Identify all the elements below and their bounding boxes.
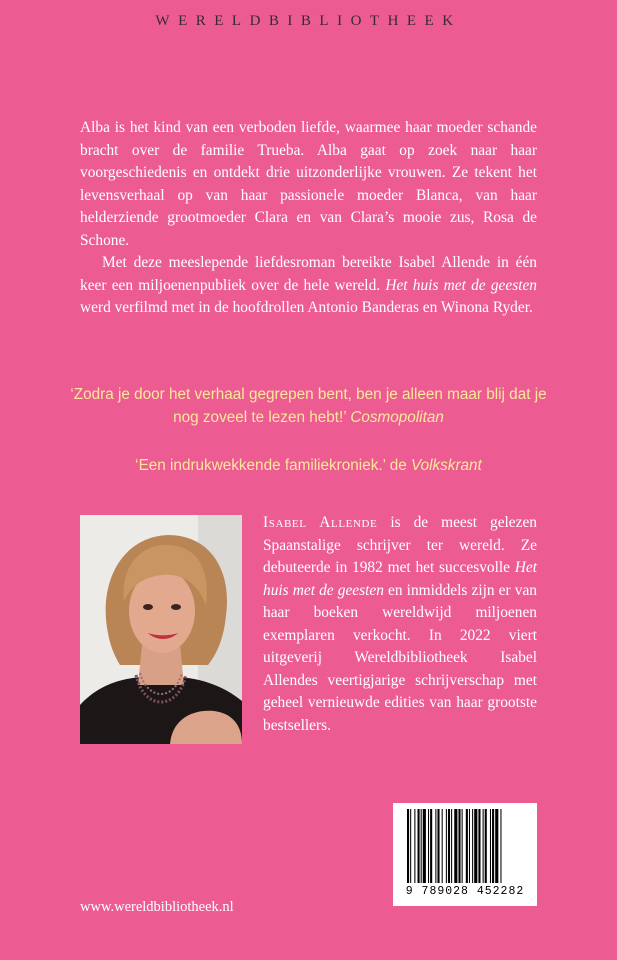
publisher-website[interactable]: www.wereldbibliotheek.nl bbox=[80, 899, 234, 915]
author-name: Isabel Allende bbox=[263, 514, 378, 531]
blurb-paragraph-2 bbox=[80, 252, 537, 320]
bio-text-end: en inmiddels zijn er van haar boeken wereldwijd miljoenen exemplaren verkocht. In 2022 viert uitgeverij Wereldbibliotheek Isabel Allendes veertigjarige schrijverschap met geheel vernieuwde edities van haar grootste bestsellers. bbox=[263, 581, 537, 734]
quote-source: Volkskrant bbox=[410, 457, 482, 474]
blurb-paragraph-2-end: werd verfilmd met in de hoofdrollen Antonio Banderas en Winona Ryder. bbox=[80, 299, 533, 316]
author-bio bbox=[263, 512, 537, 737]
blurb-paragraph-1: Alba is het kind van een verboden liefde, waarmee haar moeder schande bracht over de familie Trueba. Alba gaat op zoek naar haar voorgeschiedenis en ontdekt drie uitzonderlijke vrouwen. Ze tekent het levensverhaal op van haar passionele moeder Blanca, van haar helderziende grootmoeder Clara en van Clara’s mooie zus, Rosa de Schone. bbox=[80, 119, 537, 249]
book-title: Het huis met de geesten bbox=[385, 276, 538, 294]
quote-text: ‘Een indrukwekkende familiekroniek.’ bbox=[135, 457, 390, 474]
isbn-barcode bbox=[393, 803, 537, 906]
bio-text: is de meest gelezen Spaanstalige schrijver ter wereld. Ze debuteerde in 1982 met het succesvolle bbox=[263, 514, 537, 576]
review-quote-2 bbox=[60, 454, 557, 477]
quote-text: ‘Zodra je door het verhaal gegrepen bent, ben je alleen maar blij dat je nog zoveel te lezen hebt!’ bbox=[70, 386, 547, 426]
blurb-paragraph-2-text: Met deze meeslepende liefdesroman bereikte Isabel Allende in één keer een miljoenenpubliek over de hele wereld. bbox=[80, 254, 537, 294]
isbn-number: 9 789028 452282 bbox=[405, 885, 525, 898]
quote-source: Cosmopolitan bbox=[350, 409, 444, 426]
review-quote-1 bbox=[60, 383, 557, 429]
bio-book-title: Het huis met de geesten bbox=[263, 559, 537, 599]
quote-source-prefix: de bbox=[389, 457, 411, 474]
blurb bbox=[80, 117, 537, 320]
publisher-name: WERELDBIBLIOTHEEK bbox=[155, 13, 462, 29]
author-photo bbox=[80, 515, 242, 744]
